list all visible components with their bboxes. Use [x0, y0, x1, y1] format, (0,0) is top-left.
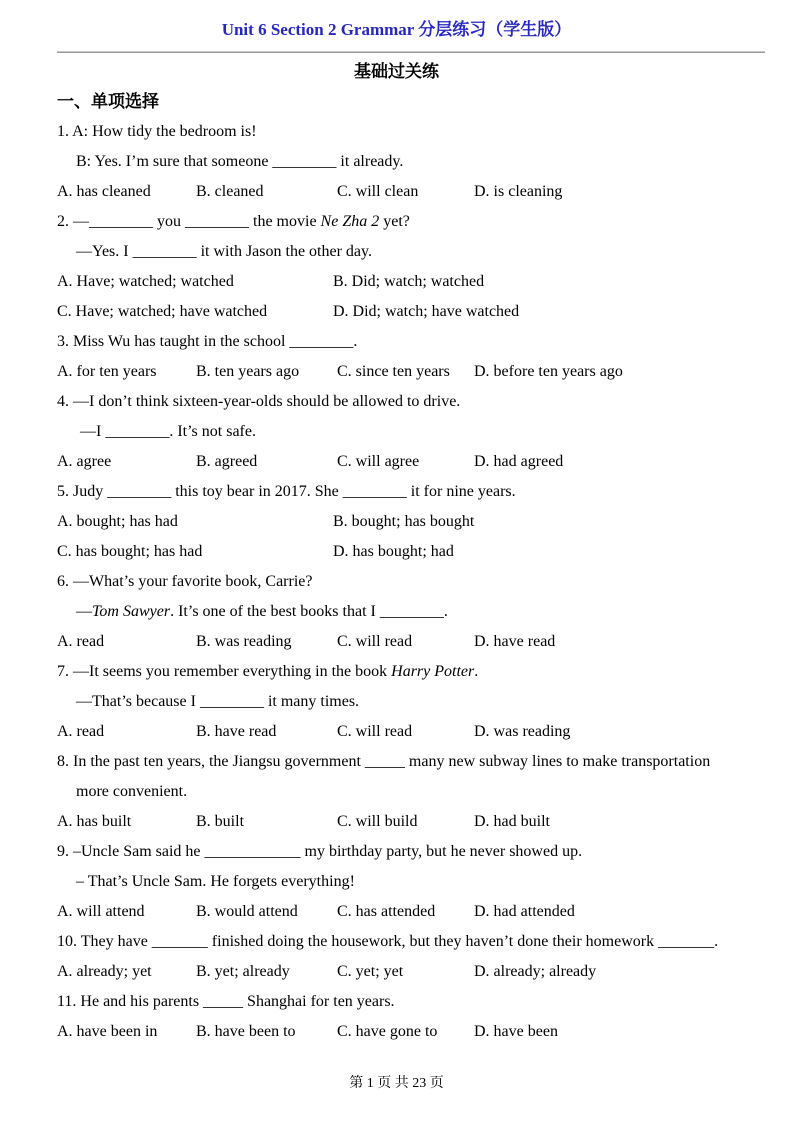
question-8-line	[57, 747, 765, 777]
option-d: D. before ten years ago	[474, 363, 623, 380]
question-4-line	[57, 387, 765, 417]
option-c: C. has bought; has had	[57, 543, 203, 560]
question-9-line	[57, 837, 765, 867]
option-b: B. built	[196, 813, 245, 830]
question-text: . It’s one of the best books that I ________.	[170, 603, 448, 620]
question-6-options-row	[57, 627, 765, 657]
question-8-options-row	[57, 807, 765, 837]
question-11-options-row	[57, 1017, 765, 1047]
question-text: 4. —I don’t think sixteen-year-olds should be allowed to drive.	[57, 393, 461, 410]
option-c: C. will agree	[337, 453, 420, 470]
option-a: A. Have; watched; watched	[57, 273, 234, 290]
question-11-line	[57, 987, 765, 1017]
question-2-options-row	[57, 267, 765, 297]
question-text-italic: Tom Sawyer	[92, 603, 171, 620]
option-c: C. has attended	[337, 903, 436, 920]
option-a: A. read	[57, 633, 105, 650]
option-a: A. already; yet	[57, 963, 152, 980]
option-c: C. will build	[337, 813, 418, 830]
question-text: 9. –Uncle Sam said he ____________ my birthday party, but he never showed up.	[57, 843, 583, 860]
option-d: D. had agreed	[474, 453, 564, 470]
option-b: B. ten years ago	[196, 363, 300, 380]
question-text: 8. In the past ten years, the Jiangsu government _____ many new subway lines to make transportation	[57, 753, 711, 770]
option-c: C. will read	[337, 723, 413, 740]
option-b: B. have read	[196, 723, 277, 740]
question-text: more convenient.	[76, 783, 188, 800]
question-7-options-row	[57, 717, 765, 747]
option-d: D. had built	[474, 813, 550, 830]
question-1-line	[57, 147, 765, 177]
doc-title: Unit 6 Section 2 Grammar 分层练习（学生版）	[221, 20, 572, 39]
option-c: C. since ten years	[337, 363, 450, 380]
question-9-line	[57, 867, 765, 897]
question-text: 6. —What’s your favorite book, Carrie?	[57, 573, 313, 590]
option-d: D. had attended	[474, 903, 575, 920]
option-a: A. will attend	[57, 903, 145, 920]
question-text: —That’s because I ________ it many times.	[76, 693, 360, 710]
question-5-line	[57, 477, 765, 507]
option-b: B. Did; watch; watched	[333, 273, 485, 290]
option-a: A. for ten years	[57, 363, 157, 380]
question-2-line	[57, 237, 765, 267]
question-text: .	[474, 663, 479, 680]
question-4-options-row	[57, 447, 765, 477]
option-b: B. have been to	[196, 1023, 296, 1040]
option-c: C. Have; watched; have watched	[57, 303, 268, 320]
question-8-line	[57, 777, 765, 807]
question-text-italic: Ne Zha 2	[320, 213, 380, 230]
question-text: B: Yes. I’m sure that someone ________ it already.	[76, 153, 404, 170]
option-a: A. agree	[57, 453, 112, 470]
question-6-line	[57, 597, 765, 627]
question-2-options-row	[57, 297, 765, 327]
question-7-line	[57, 657, 765, 687]
question-text: 1. A: How tidy the bedroom is!	[57, 123, 257, 140]
question-2-line	[57, 207, 765, 237]
section-heading: 基础过关练	[354, 62, 439, 81]
question-1-options-row	[57, 177, 765, 207]
question-text: 11. He and his parents _____ Shanghai for ten years.	[57, 993, 395, 1010]
option-a: A. has built	[57, 813, 132, 830]
question-7-line	[57, 687, 765, 717]
option-b: B. agreed	[196, 453, 258, 470]
question-4-line	[57, 417, 765, 447]
question-text: 2. —________ you ________ the movie	[57, 213, 321, 230]
option-d: D. was reading	[474, 723, 571, 740]
question-text: yet?	[379, 213, 410, 230]
option-d: D. has bought; had	[333, 543, 454, 560]
question-text: —Yes. I ________ it with Jason the other day.	[76, 243, 372, 260]
question-3-options-row	[57, 357, 765, 387]
option-c: C. yet; yet	[337, 963, 404, 980]
part-heading: 一、单项选择	[57, 92, 159, 111]
option-a: A. read	[57, 723, 105, 740]
option-d: D. have read	[474, 633, 556, 650]
question-text: 7. —It seems you remember everything in the book	[57, 663, 392, 680]
option-a: A. has cleaned	[57, 183, 151, 200]
question-text: 3. Miss Wu has taught in the school ________.	[57, 333, 358, 350]
question-6-line	[57, 567, 765, 597]
option-b: B. would attend	[196, 903, 298, 920]
question-text: —I ________. It’s not safe.	[80, 423, 256, 440]
page-footer: 第 1 页 共 23 页	[349, 1076, 444, 1091]
question-text: —	[76, 603, 92, 620]
question-text: 5. Judy ________ this toy bear in 2017. She ________ it for nine years.	[57, 483, 516, 500]
option-c: C. will read	[337, 633, 413, 650]
questions-list	[57, 117, 765, 1047]
question-10-line	[57, 927, 765, 957]
option-c: C. will clean	[337, 183, 419, 200]
option-a: A. bought; has had	[57, 513, 178, 530]
option-a: A. have been in	[57, 1023, 158, 1040]
option-d: D. is cleaning	[474, 183, 563, 200]
question-9-options-row	[57, 897, 765, 927]
option-c: C. have gone to	[337, 1023, 438, 1040]
question-text: 10. They have _______ finished doing the housework, but they haven’t done their homework _______.	[57, 933, 719, 950]
question-3-line	[57, 327, 765, 357]
question-text: – That’s Uncle Sam. He forgets everything!	[76, 873, 355, 890]
question-text-italic: Harry Potter	[391, 663, 475, 680]
option-b: B. bought; has bought	[333, 513, 475, 530]
question-5-options-row	[57, 537, 765, 567]
option-b: B. yet; already	[196, 963, 290, 980]
question-10-options-row	[57, 957, 765, 987]
question-5-options-row	[57, 507, 765, 537]
question-1-line	[57, 117, 765, 147]
title-divider	[57, 51, 765, 53]
option-d: D. Did; watch; have watched	[333, 303, 520, 320]
option-b: B. cleaned	[196, 183, 264, 200]
option-d: D. have been	[474, 1023, 558, 1040]
option-b: B. was reading	[196, 633, 292, 650]
option-d: D. already; already	[474, 963, 597, 980]
